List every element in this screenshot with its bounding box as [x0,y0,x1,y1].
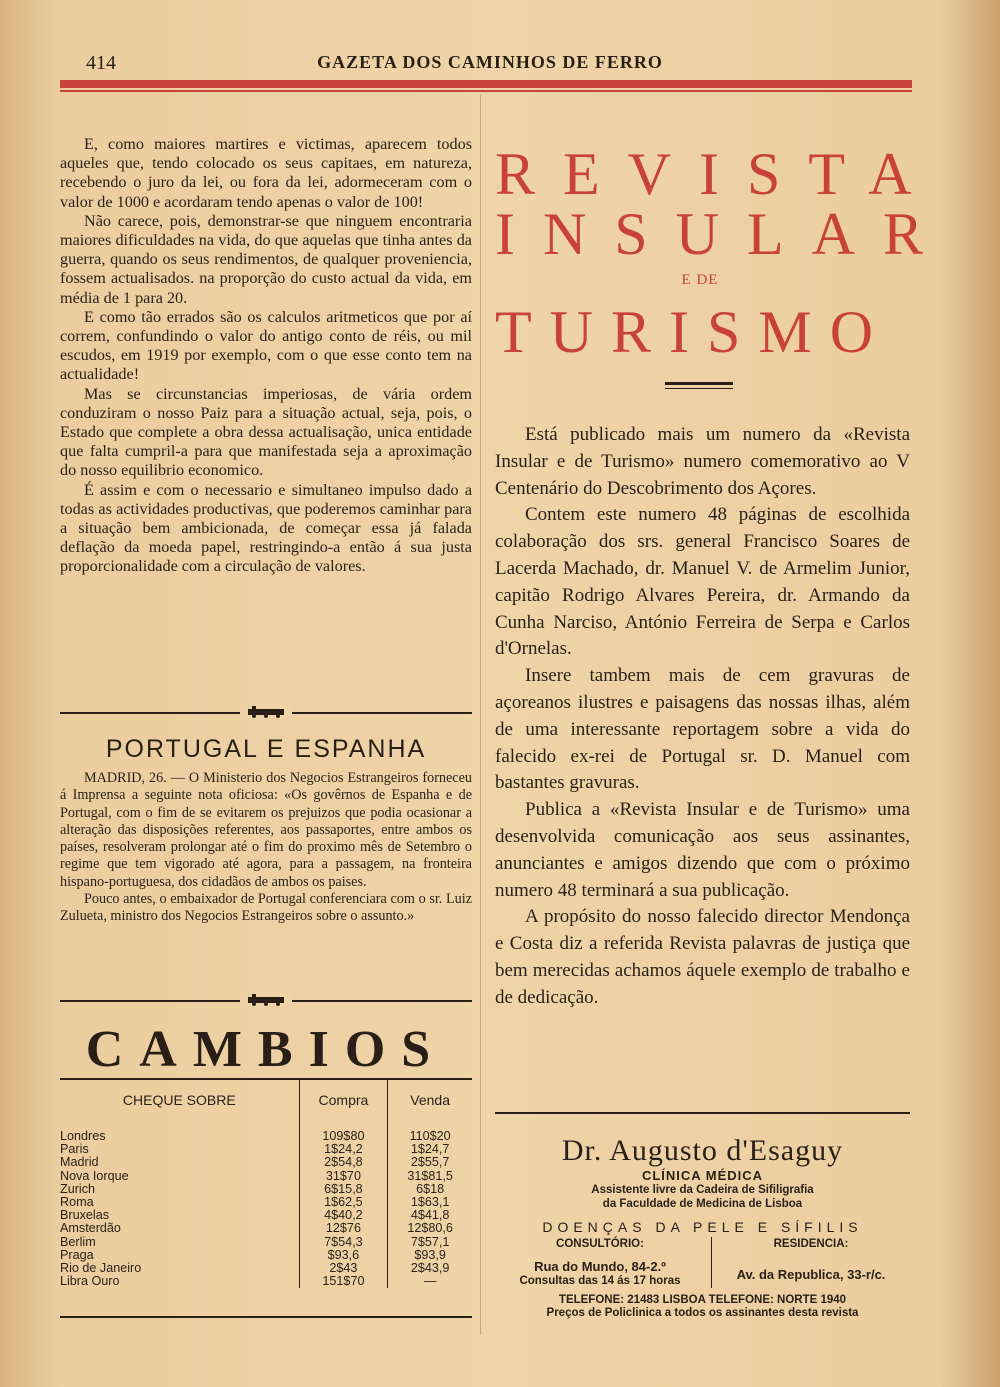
paragraph: Está publicado mais um numero da «Revista Insular e de Turismo» numero comemorativo ao V Centenário do Descobrimento dos Açores. [495,424,910,499]
table-bottom-rule [60,1316,472,1318]
ad-specialty: CLÍNICA MÉDICA [641,1168,764,1183]
paragraph: Pouco antes, o embaixador de Portugal conferenciara com o sr. Luiz Zulueta, ministro dos Negocios Estrangeiros sobre o assunto.» [60,891,472,925]
news-item [60,770,472,926]
ad-residencia: RESIDENCIA: Av. da Republica, 33-r/c. [736,1238,886,1282]
ad-top-rule [495,1112,910,1114]
table-row: Libra Ouro 151$70 — [60,1275,472,1288]
train-ornament-icon [240,993,292,1012]
revista-title-line4: TURISMO [495,299,892,365]
section-title: PORTUGAL E ESPANHA [105,735,427,763]
table-row: Zurich 6$15,8 6$18 [60,1183,472,1196]
table-row: Nova Iorque 31$70 31$81,5 [60,1170,472,1183]
column-header: CHEQUE SOBRE [60,1079,299,1130]
table-row: Madrid 2$54,8 2$55,7 [60,1156,472,1169]
ad-note: Preços de Policlinica a todos os assinantes desta revista [546,1307,859,1319]
paragraph: E como tão errados são os calculos aritmeticos que por aí correm, confundindo o valor do antigo conto de réis, ou mil escudos, em 1919 por exemplo, com o que esse conto tem na actualidade! [60,307,472,384]
ad-diseases: DOENÇAS DA PELE E SÍFILIS [542,1219,863,1235]
ad-consultorio: CONSULTÓRIO: Rua do Mundo, 84-2.º Consultas das 14 ás 17 horas [495,1237,712,1288]
exchange-table [60,1078,472,1288]
article-continuation [60,135,472,577]
paragraph: Não carece, pois, demonstrar-se que ninguem encontraria maiores dificuldades na vida, do que aquelas que tinha antes da guerra, quando os seus rendimentos, de qualquer proveniencia, fossem actualisados. na proporção do custo actual da vida, em média de 1 para 20. [60,211,472,307]
page-number: 414 [86,52,116,74]
paragraph: Publica a «Revista Insular e de Turismo» uma desenvolvida comunicação aos seus assinantes, anunciantes e amigos dizendo que com o próximo numero 48 terminará a sua publicação. [495,799,910,901]
cambios-title: CAMBIOS [85,1021,447,1078]
revista-title-line3: E DE [681,272,719,288]
paragraph: A propósito do nosso falecido director Mendonça e Costa diz a referida Revista palavras de justiça que bem merecidas achamos áquele exemplo de trabalho e de dedicação. [495,906,910,1008]
table-row: Praga $93,6 $93,9 [60,1249,472,1262]
table-row: Paris 1$24,2 1$24,7 [60,1143,472,1156]
header-rule [60,80,912,88]
revista-article [495,422,910,1012]
ad-doctor-name: Dr. Augusto d'Esaguy [561,1134,844,1167]
paragraph: Contem este numero 48 páginas de escolhida colaboração dos srs. general Francisco Soares de Lacerda Machado, dr. Manuel V. de Armelim Junior, capitão Rodrigo Alvares Pereira, dr. Armando da Cunha Narciso, António Ferreira de Serpa e Carlos d'Ornelas. [495,504,910,660]
ad-credential: da Faculdade de Medicina de Lisboa [602,1198,803,1210]
paragraph: Insere tambem mais de cem gravuras de açoreanos ilustres e paisagens das nossas ilhas, além de uma interessante reportagem sobre a vida do falecido ex-rei de Portugal sr. D. Manuel com bastantes gravuras. [495,665,910,794]
column-header: Venda [388,1079,472,1130]
column-header: Compra [299,1079,388,1130]
table-row: Bruxelas 4$40,2 4$41,8 [60,1209,472,1222]
ad-addresses [495,1237,910,1288]
doctor-advertisement [495,1134,910,1320]
table-row: Berlim 7$54,3 7$57,1 [60,1236,472,1249]
title-rule [665,382,733,385]
paragraph: É assim e com o necessario e simultaneo impulso dado a todas as actividades productivas, que poderemos caminhar para a situação bem ambicionada, de começar essa já falada deflação da moeda papel, restringindo-a então á sua justa proporcionalidade com a circulação de valores. [60,480,472,576]
ad-phones: TELEFONE: 21483 LISBOA TELEFONE: NORTE 1940 [558,1294,847,1306]
revista-title-line1: REVISTA [495,141,940,207]
title-rule-thin [665,388,733,389]
table-row: Amsterdão 12$76 12$80,6 [60,1222,472,1235]
paragraph: E, como maiores martires e victimas, aparecem todos aqueles que, tendo colocado os seus capitaes, em natureza, recebendo o juro da lei, ou fora da lei, adormeceram com o valor de 1000 e acordaram tendo apenas o valor de 100! [60,135,472,211]
column-divider [480,95,481,1335]
running-title: GAZETA DOS CAMINHOS DE FERRO [317,52,663,72]
table-row: Londres 109$80 110$20 [60,1130,472,1143]
train-ornament-icon [240,705,292,724]
paragraph: MADRID, 26. — O Ministerio dos Negocios Estrangeiros forneceu á Imprensa a seguinte nota oficiosa: «Os govêrnos de Espanha e de Portugal, com o fim de se evitarem os prejuizos que podia ocasionar a alteração das disposições referentes, aos passaportes, entre ambos os países, resolveram prolongar até o fim do proximo mês de Setembro o regime que tem vigorado até agora, para a passagem, na fronteira hispano-portuguesa, dos cidadãos de ambos os paises. [60,770,472,890]
revista-title-line2: INSULAR [495,201,952,267]
header-rule-thin [60,90,912,92]
table-row: Rio de Janeiro 2$43 2$43,9 [60,1262,472,1275]
ad-credential: Assistente livre da Cadeira de Sifiligrafia [591,1184,814,1196]
table-row: Roma 1$62,5 1$63,1 [60,1196,472,1209]
paragraph: Mas se circunstancias imperiosas, de vária ordem conduziram o nosso Paiz para a situação actual, seja, pois, o Estado que complete a obra dessa actualisação, unica entidade que falta cumpril-a para que manifestada seja a aproximação do nosso equilibrio economico. [60,384,472,480]
